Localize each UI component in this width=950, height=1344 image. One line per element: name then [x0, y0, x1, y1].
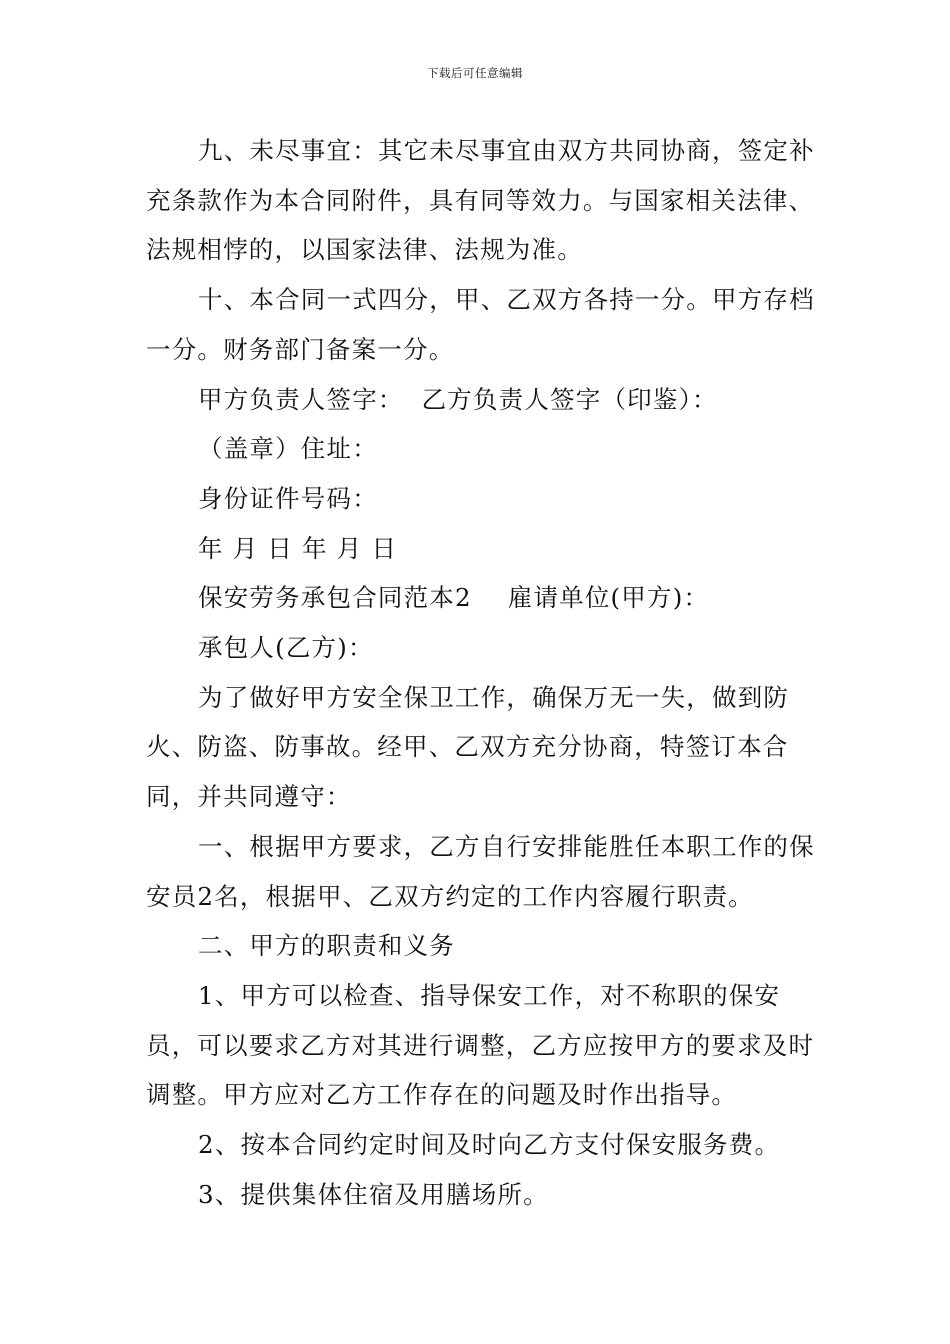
clause-two-heading: 二、甲方的职责和义务: [198, 931, 455, 961]
clause-two-item-1: 1、甲方可以检查、指导保安工作，对不称职的保安员，可以要求乙方对其进行调整，乙方应按甲方的要求及时调整。甲方应对乙方工作存在的问题及时作出指导。: [146, 980, 815, 1110]
page-header: 下载后可任意编辑: [427, 66, 523, 80]
preamble-paragraph: 为了做好甲方安全保卫工作，确保万无一失，做到防火、防盗、防事故。经甲、乙双方充分协商，特签订本合同，并共同遵守：: [146, 682, 790, 812]
id-number-line: 身份证件号码：: [198, 483, 378, 513]
document-body: [146, 126, 816, 1219]
date-line: 年 月 日 年 月 日: [198, 533, 398, 563]
clause-ten: 十、本合同一式四分，甲、乙双方各持一分。甲方存档一分。财务部门备案一分。: [146, 285, 815, 364]
clause-nine: 九、未尽事宜：其它未尽事宜由双方共同协商，签定补充条款作为本合同附件，具有同等效力。与国家相关法律、法规相悖的，以国家法律、法规为准。: [146, 136, 815, 265]
clause-two-item-2: 2、按本合同约定时间及时向乙方支付保安服务费。: [198, 1130, 781, 1160]
contract-title-line: 保安劳务承包合同范本2 雇请单位(甲方)：: [198, 583, 710, 613]
clause-two-item-3: 3、提供集体住宿及用膳场所。: [198, 1179, 549, 1209]
clause-one: 一、根据甲方要求，乙方自行安排能胜任本职工作的保安员2名，根据甲、乙双方约定的工作内容履行职责。: [146, 831, 815, 911]
signature-line: 甲方负责人签字： 乙方负责人签字（印鉴）：: [198, 384, 718, 414]
contractor-line: 承包人(乙方)：: [198, 633, 374, 663]
seal-address-line: （盖章）住址：: [198, 434, 378, 464]
